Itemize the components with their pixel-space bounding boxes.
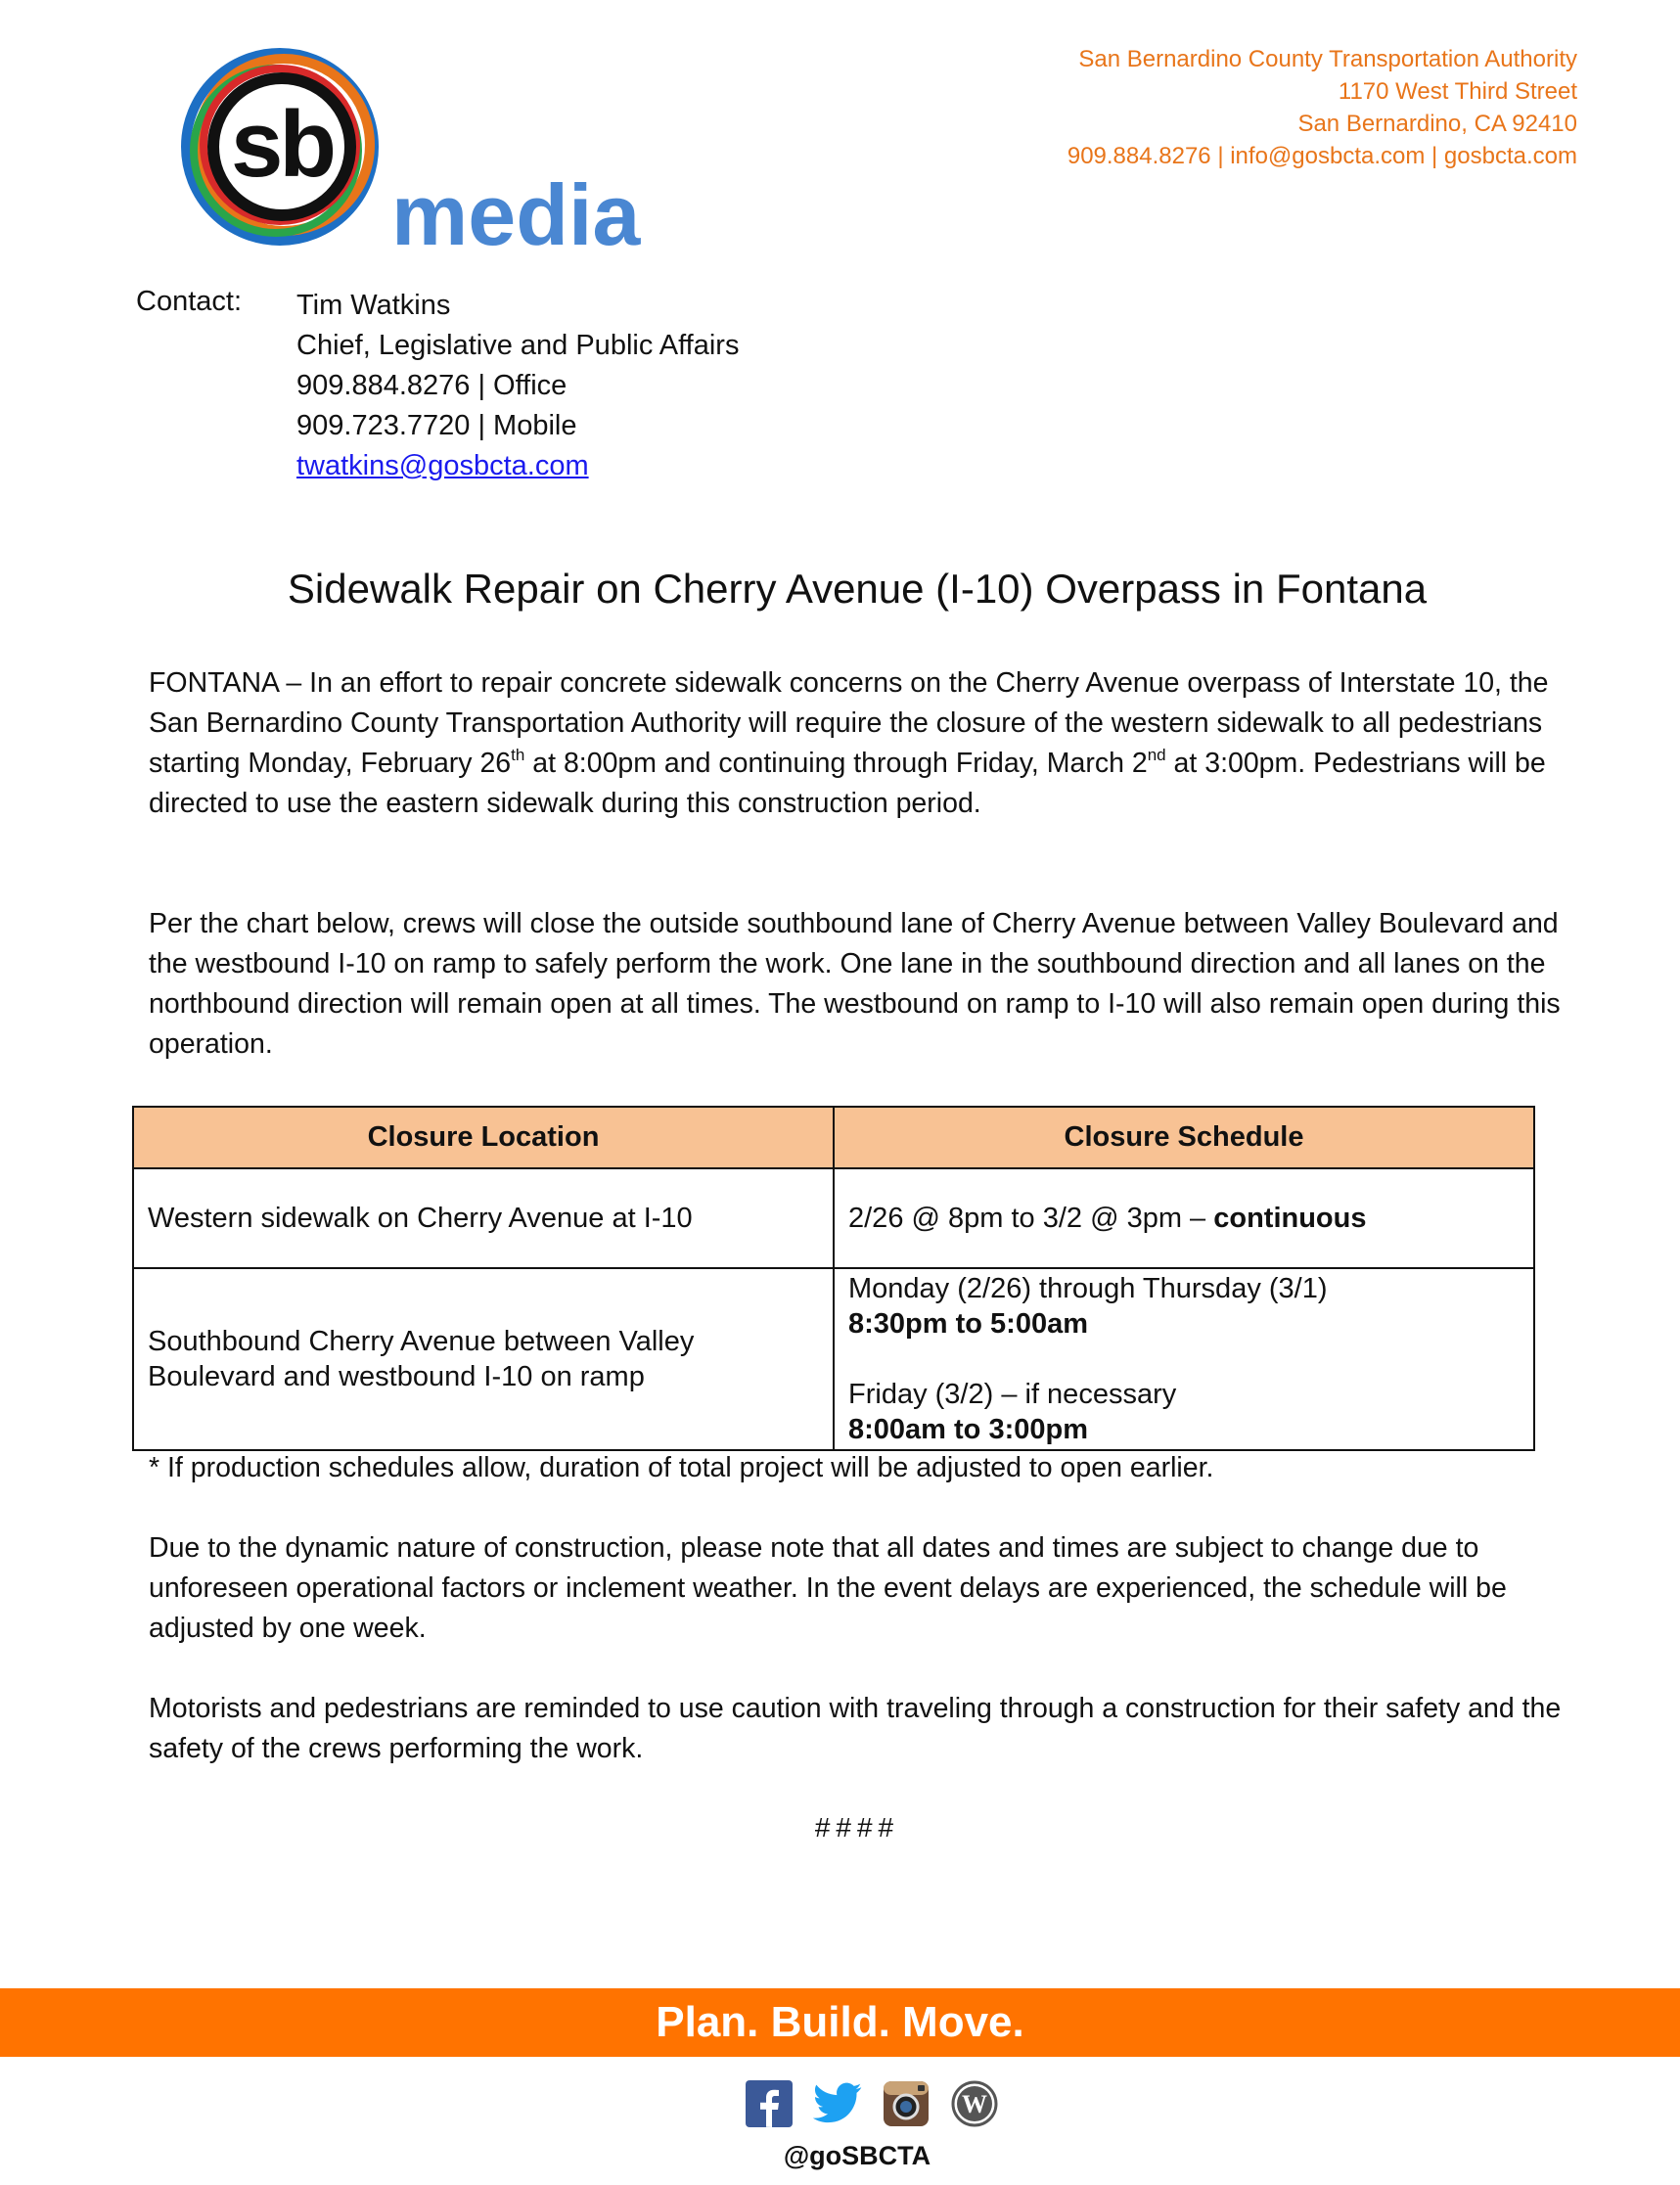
paragraph-safety [149, 1689, 1587, 1769]
social-handle: @goSBCTA [783, 2141, 931, 2170]
org-city: San Bernardino, CA 92410 [1297, 111, 1577, 137]
row1-location: Western sidewalk on Cherry Avenue at I-10 [133, 1168, 834, 1268]
org-address-block [1067, 43, 1577, 172]
instagram-icon[interactable] [881, 2078, 931, 2129]
end-mark: #### [814, 1812, 900, 1843]
svg-text:W: W [962, 2090, 987, 2118]
row2-schedule1-bold: 8:30pm to 5:00am [848, 1308, 1088, 1340]
org-name: San Bernardino County Transportation Authority [1078, 46, 1577, 72]
paragraph-intro [149, 663, 1587, 824]
para1-part-b: at 8:00pm and continuing through Friday, March 2 [524, 748, 1148, 779]
row2-schedule2-bold: 8:00am to 3:00pm [848, 1414, 1088, 1445]
header-closure-location: Closure Location [133, 1107, 834, 1168]
row2-schedule1-text: Monday (2/26) through Thursday (3/1) [848, 1273, 1328, 1304]
header-closure-schedule: Closure Schedule [834, 1107, 1534, 1168]
contact-email-link[interactable]: twatkins@gosbcta.com [296, 450, 589, 481]
footer-tagline: Plan. Build. Move. [656, 1998, 1024, 2046]
row1-schedule-text: 2/26 @ 8pm to 3/2 @ 3pm – [848, 1202, 1214, 1234]
contact-label: Contact: [136, 286, 242, 317]
row1-schedule [834, 1168, 1534, 1268]
table-footnote: * If production schedules allow, duration of total project will be adjusted to open earlier. [149, 1452, 1214, 1483]
closure-table [132, 1106, 1535, 1451]
logo-word-text: media [391, 166, 641, 263]
facebook-icon[interactable] [744, 2078, 795, 2129]
row2-location [133, 1268, 834, 1450]
sb-media-logo [174, 43, 683, 263]
para2-text: Per the chart below, crews will close the outside southbound lane of Cherry Avenue between Valley Boulevard and the westbound I-10 on ramp to safely perform the work. One lane in the southbound direction and all lanes on the northbound direction will remain open at all times. The westbound on ramp to I-10 will also remain open during this operation. [149, 908, 1561, 1060]
sb-logo-mark [174, 43, 683, 263]
contact-name: Tim Watkins [296, 290, 451, 321]
table-row [133, 1268, 1534, 1450]
paragraph-lane-closure [149, 904, 1587, 1065]
row2-schedule2-text: Friday (3/2) – if necessary [848, 1379, 1177, 1410]
row2-location-line2: Boulevard and westbound I-10 on ramp [148, 1361, 645, 1392]
table-row [133, 1168, 1534, 1268]
row2-schedule [834, 1268, 1534, 1450]
row1-schedule-bold: continuous [1213, 1202, 1367, 1234]
paragraph-schedule-note [149, 1528, 1587, 1649]
twitter-icon[interactable] [812, 2078, 863, 2129]
para4-text: Motorists and pedestrians are reminded to use caution with traveling through a construction for their safety and the safety of the crews performing the work. [149, 1693, 1562, 1764]
table-header-row [133, 1107, 1534, 1168]
para1-sup-nd: nd [1147, 745, 1166, 764]
para1-part-a: FONTANA – In an effort to repair concrete sidewalk concerns on the Cherry Avenue overpass of Interstate 10, the San Bernardino County Transportation Authority will require the closure of the western sidewalk to all pedestrians starting Monday, February 26 [149, 667, 1549, 779]
contact-block [296, 286, 739, 486]
page-title: Sidewalk Repair on Cherry Avenue (I-10) Overpass in Fontana [287, 566, 1428, 612]
logo-mark-text: sb [230, 92, 334, 197]
para3-text: Due to the dynamic nature of construction, please note that all dates and times are subject to change due to unforeseen operational factors or inclement weather. In the event delays are experienced, the schedule will be adjusted by one week. [149, 1532, 1507, 1644]
row2-location-line1: Southbound Cherry Avenue between Valley [148, 1326, 695, 1357]
contact-title: Chief, Legislative and Public Affairs [296, 330, 740, 361]
org-contact-line: 909.884.8276 | info@gosbcta.com | gosbcta.com [1067, 143, 1577, 169]
social-icons [744, 2076, 1000, 2131]
footer-tagline-band [0, 1988, 1680, 2057]
org-street: 1170 West Third Street [1338, 78, 1577, 105]
para1-sup-th: th [511, 745, 525, 764]
para1-part-c: at 3:00pm. Pedestrians will be directed to use the eastern sidewalk during this construction period. [149, 748, 1546, 819]
contact-mobile-phone: 909.723.7720 | Mobile [296, 410, 577, 441]
wordpress-icon[interactable] [949, 2078, 1000, 2129]
contact-office-phone: 909.884.8276 | Office [296, 370, 568, 401]
